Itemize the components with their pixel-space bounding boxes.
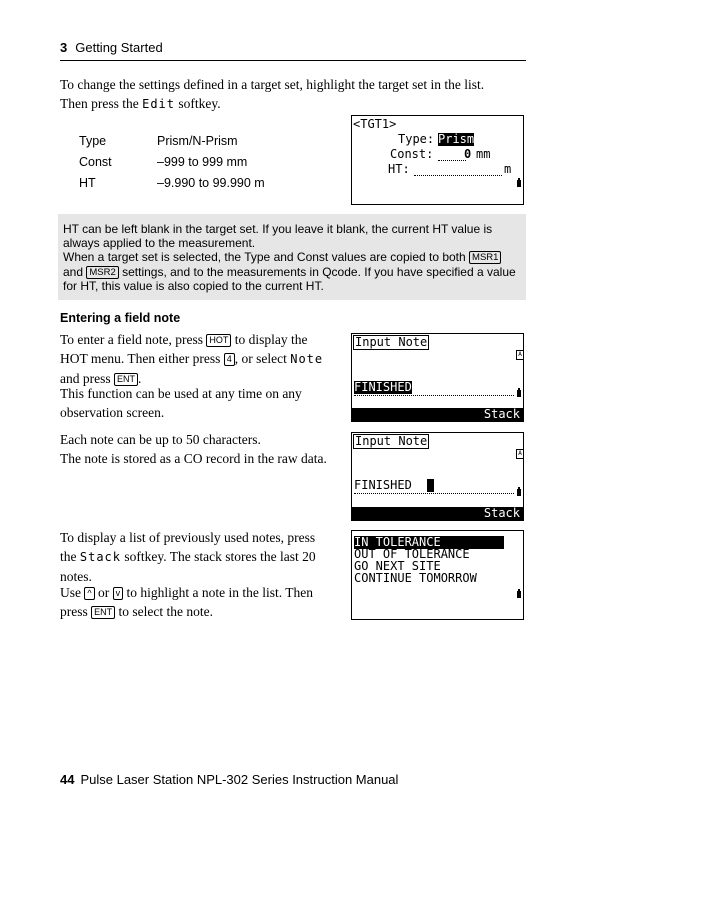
ht-label: HT: xyxy=(388,162,410,176)
type-label: Type: xyxy=(398,132,435,146)
battery-icon xyxy=(517,489,521,496)
const-value: 0 xyxy=(464,147,472,161)
note-field-underline xyxy=(354,395,514,396)
input-note-screen-2 xyxy=(351,432,524,521)
msr1-key: MSR1 xyxy=(469,251,501,264)
stack-instructions: To display a list of previously used notes, press the Stack softkey. The stack stores the last 20 notes. xyxy=(60,530,316,584)
down-arrow-key: v xyxy=(113,587,124,600)
note-value: FINISHED xyxy=(354,478,412,492)
stack-item-2: OUT OF TOLERANCE xyxy=(354,547,470,561)
alpha-mode-icon: A xyxy=(516,350,524,360)
type-value: Prism xyxy=(438,132,475,146)
info-note-p2: When a target set is selected, the Type and Const values are copied to both MSR1 and MSR2 settings, and to the measurements in Qcode. If you have specified a value for HT, this value is also copied to the current HT. xyxy=(63,250,516,293)
intro-line-1: To change the settings defined in a target set, highlight the target set in the list. xyxy=(60,77,485,92)
battery-icon xyxy=(517,591,521,598)
stack-item-1: IN TOLERANCE xyxy=(354,536,504,549)
spec-row-const: Const –999 to 999 mm xyxy=(79,155,248,169)
edit-softkey: Edit xyxy=(142,97,176,111)
ht-unit: m xyxy=(504,162,512,176)
const-label: Const: xyxy=(390,147,434,161)
page-header xyxy=(60,40,526,61)
stack-item-4: CONTINUE TOMORROW xyxy=(354,571,477,585)
note-softkey: Note xyxy=(290,352,324,366)
field-note-usage: This function can be used at any time on any observation screen. xyxy=(60,386,302,420)
section-heading: Entering a field note xyxy=(60,311,181,325)
ent-key-2: ENT xyxy=(91,606,115,619)
intro-paragraph xyxy=(60,75,484,114)
const-unit: mm xyxy=(476,147,491,161)
ht-field-underline xyxy=(414,175,502,176)
note-value-highlighted: FINISHED xyxy=(354,380,412,394)
page-footer xyxy=(60,772,398,787)
info-note-box xyxy=(58,214,526,300)
hot-key: HOT xyxy=(206,334,231,347)
spec-row-ht: HT –9.990 to 99.990 m xyxy=(79,176,265,190)
manual-title: Pulse Laser Station NPL-302 Series Instruction Manual xyxy=(80,772,399,787)
input-note-screen-1 xyxy=(351,333,524,422)
input-note-title: Input Note xyxy=(355,434,428,448)
alpha-mode-icon: A xyxy=(516,449,524,459)
const-field-underline xyxy=(438,160,466,161)
ent-key: ENT xyxy=(114,373,138,386)
msr2-key: MSR2 xyxy=(86,266,118,279)
up-arrow-key: ^ xyxy=(84,587,94,600)
field-note-instructions: To enter a field note, press HOT to display the HOT menu. Then either press 4 , or select Note and press ENT . xyxy=(60,332,324,386)
target-set-title: <TGT1> xyxy=(353,117,397,131)
stack-softkey-button: Stack xyxy=(352,507,523,520)
intro-line-2: Then press the Edit softkey. xyxy=(60,96,221,111)
note-stack-screen xyxy=(351,530,524,620)
text-cursor xyxy=(427,479,434,492)
spec-row-type: Type Prism/N-Prism xyxy=(79,134,238,148)
battery-icon xyxy=(517,390,521,397)
target-set-screen xyxy=(351,115,524,205)
note-length-text: Each note can be up to 50 characters. xyxy=(60,432,261,447)
battery-icon xyxy=(517,180,521,187)
input-note-title: Input Note xyxy=(355,335,428,349)
chapter-number: 3 xyxy=(60,40,68,55)
note-field-underline xyxy=(354,493,514,494)
stack-item-3: GO NEXT SITE xyxy=(354,559,441,573)
stack-navigation-text: Use ^ or v to highlight a note in the list. Then press ENT to select the note. xyxy=(60,585,313,619)
info-note-p1: HT can be left blank in the target set. If you leave it blank, the current HT value is always applied to the measurement. xyxy=(63,222,493,251)
target-spec-table xyxy=(79,134,265,197)
note-storage-text: The note is stored as a CO record in the raw data. xyxy=(60,451,327,466)
number-4-key: 4 xyxy=(224,353,235,366)
stack-softkey-button: Stack xyxy=(352,408,523,421)
chapter-title: Getting Started xyxy=(75,40,163,55)
stack-softkey: Stack xyxy=(79,550,121,564)
page-number: 44 xyxy=(60,772,75,787)
